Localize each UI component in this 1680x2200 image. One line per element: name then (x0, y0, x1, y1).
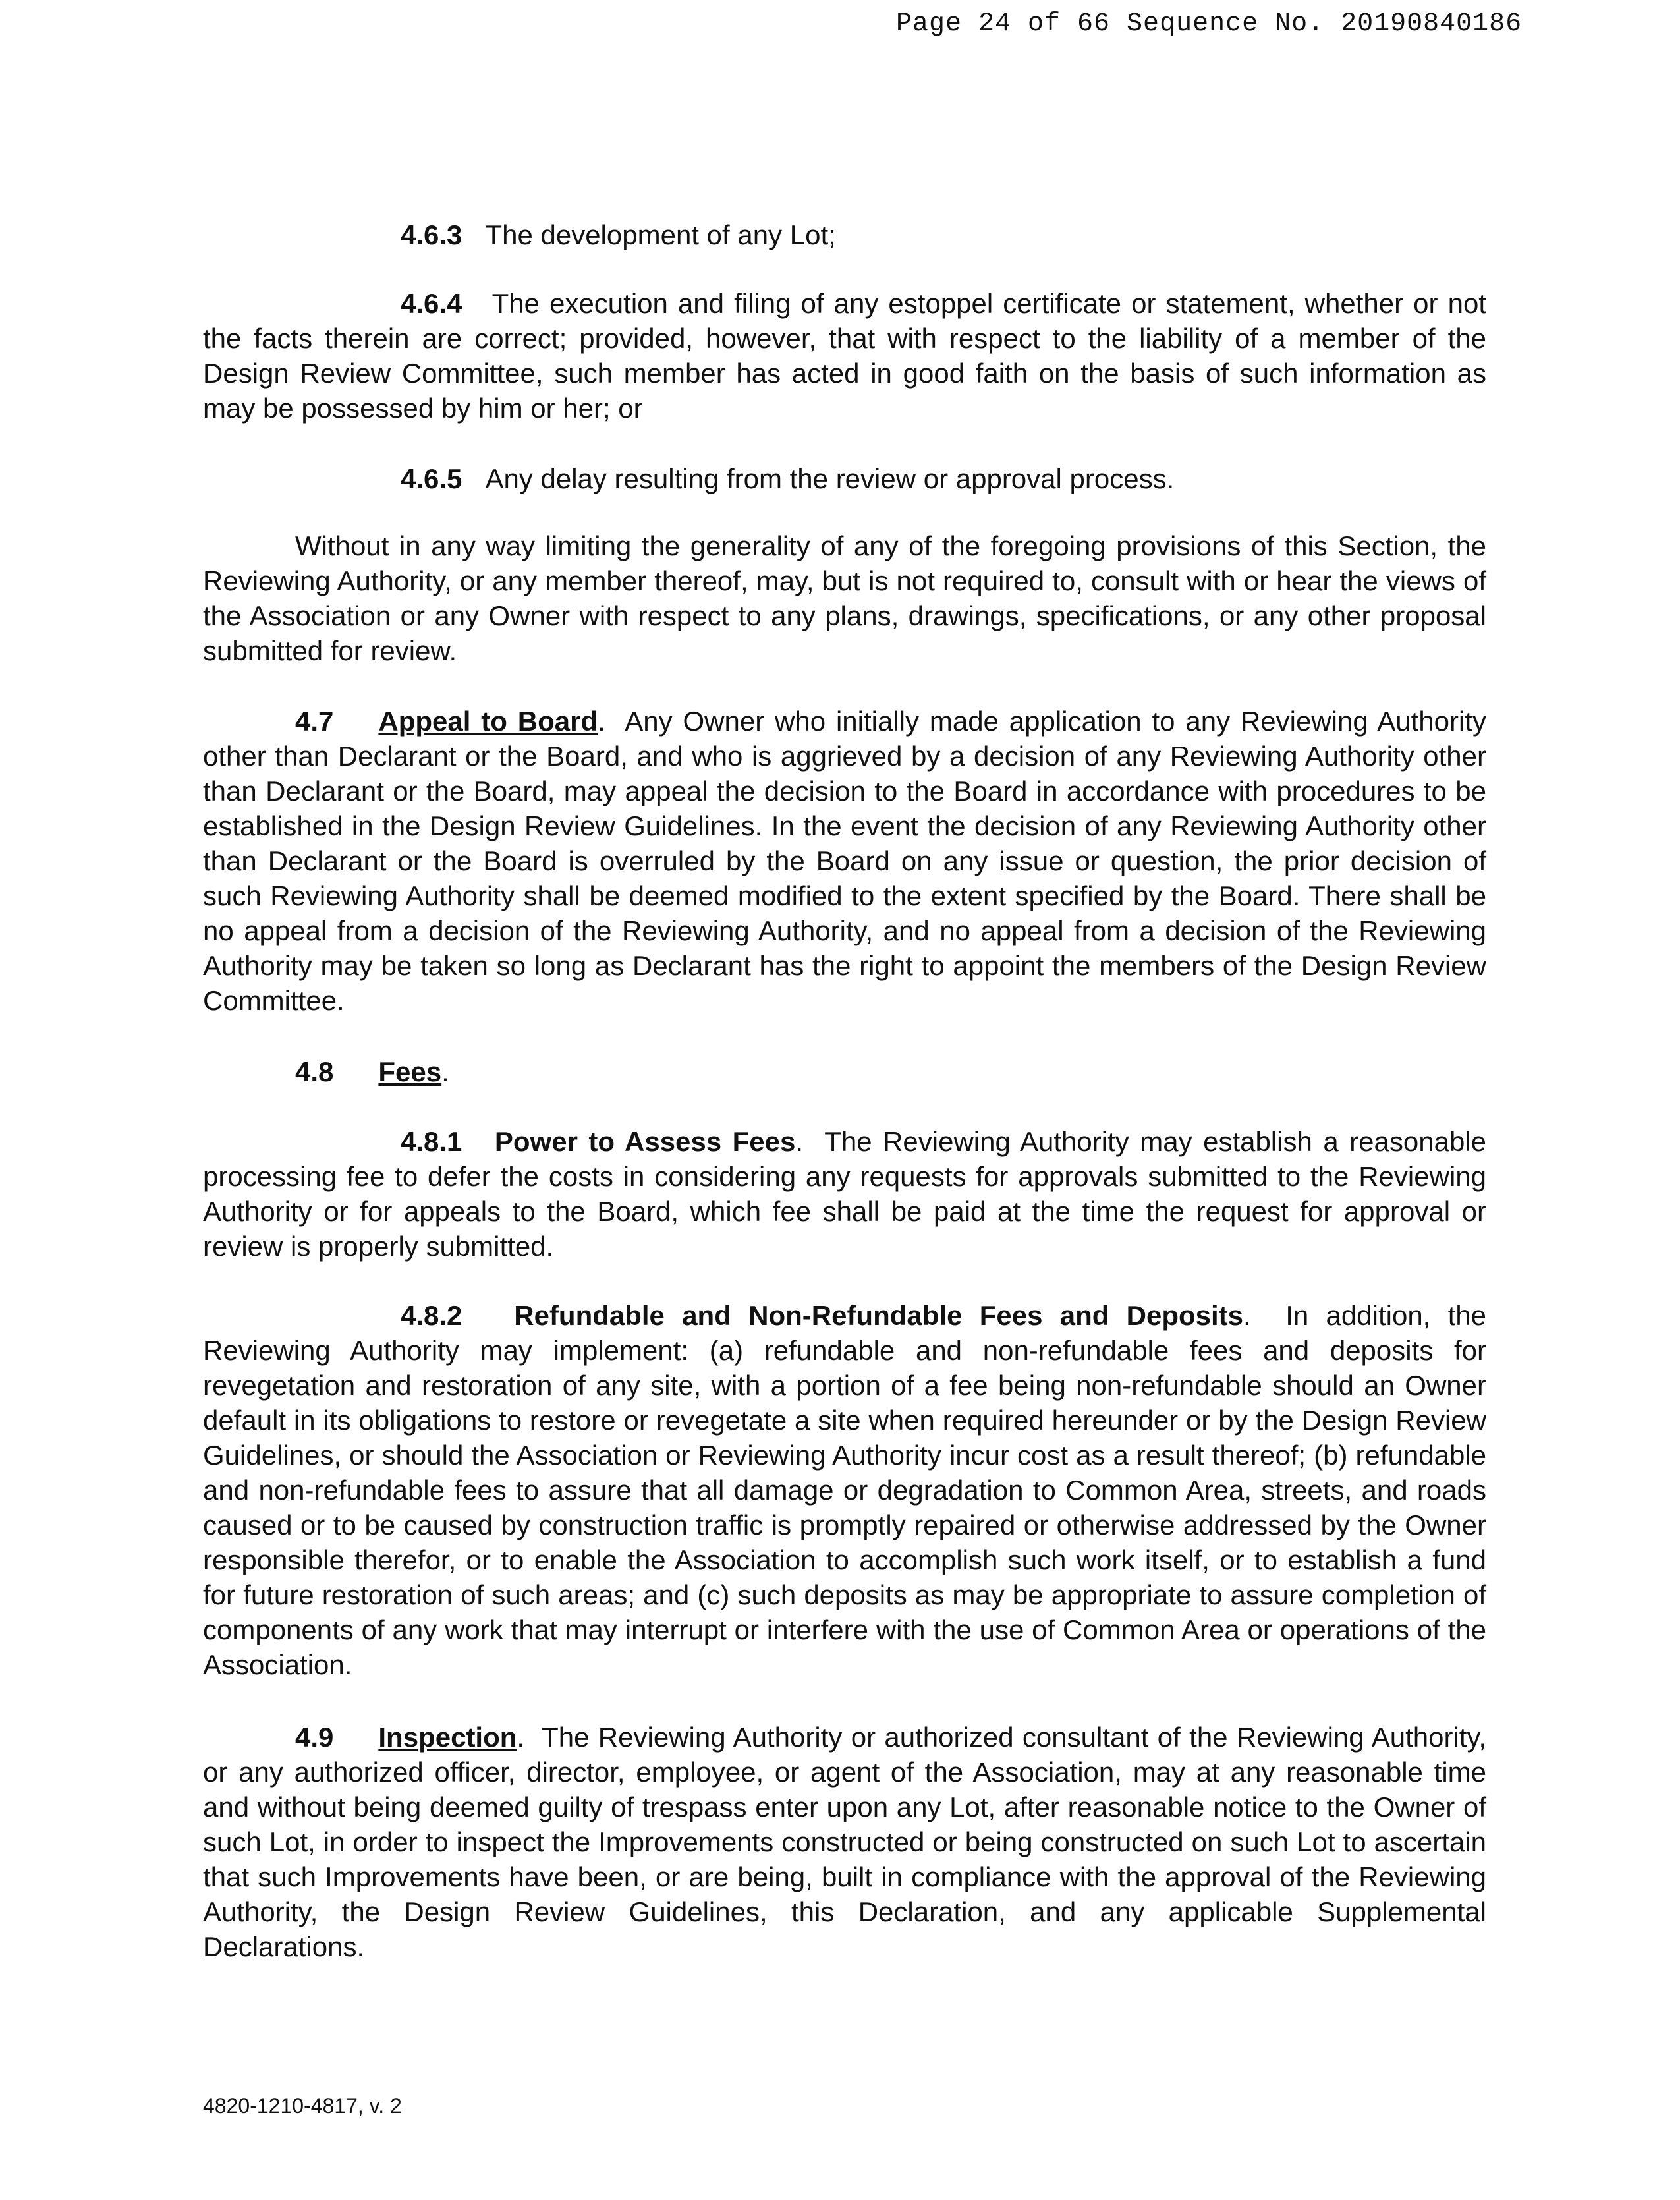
section-4-8-2: 4.8.2 Refundable and Non-Refundable Fees and Deposits. In addition, the Reviewing Authority may implement: (a) refundable and non-refundable fees and deposits for revegetation and restoration of any site, with a portion of a fee being non-refundable should an Owner default in its obligations to restore or revegetate a site when required hereunder or by the Design Review Guidelines, or should the Association or Reviewing Authority incur cost as a result thereof; (b) refundable and non-refundable fees to assure that all damage or degradation to Common Area, streets, and roads caused or to be caused by construction traffic is promptly repaired or otherwise addressed by the Owner responsible therefor, or to enable the Association to accomplish such work itself, or to establish a fund for future restoration of such areas; and (c) such deposits as may be appropriate to assure completion of components of any work that may interrupt or interfere with the use of Common Area or operations of the Association. (203, 1300, 1486, 1680)
section-title: Refundable and Non-Refundable Fees and Deposits (514, 1300, 1244, 1331)
section-number: 4.8.1 (401, 1126, 462, 1157)
section-number: 4.6.3 (401, 219, 462, 250)
section-text: The Reviewing Authority or authorized consultant of the Reviewing Authority, or any authorized officer, director, employee, or agent of the Association, may at any reasonable time and without being deemed guilty of trespass enter upon any Lot, after reasonable notice to the Owner of such Lot, in order to inspect the Improvements constructed or being constructed on such Lot to ascertain that such Improvements have been, or are being, built in compliance with the approval of the Reviewing Authority, the Design Review Guidelines, this Declaration, and any applicable Supplemental Declarations. (203, 1722, 1486, 1962)
section-4-6-3 (203, 217, 1486, 252)
limiting-paragraph: Without in any way limiting the generality of any of the foregoing provisions of this Section, the Reviewing Authority, or any member thereof, may, but is not required to, consult with or hear the views of the Association or any Owner with respect to any plans, drawings, specifications, or any other proposal submitted for review. (203, 530, 1486, 666)
section-text: The Reviewing Authority may establish a reasonable processing fee to defer the costs in considering any requests for approvals submitted to the Reviewing Authority or for appeals to the Board, which fee shall be paid at the time the request for approval or review is properly submitted. (203, 1126, 1487, 1262)
section-title: Power to Assess Fees (494, 1126, 796, 1157)
section-title: Appeal to Board (378, 706, 598, 737)
section-number: 4.9 (295, 1722, 334, 1753)
section-4-6-5 (203, 461, 1486, 496)
section-number: 4.8.2 (401, 1300, 462, 1331)
section-4-8: 4.8 Fees. (295, 1056, 449, 1087)
section-title: Fees (378, 1056, 442, 1087)
section-4-7: 4.7 Appeal to Board. Any Owner who initially made application to any Reviewing Authority other than Declarant or the Board, and who is aggrieved by a decision of any Reviewing Authority other than Declarant or the Board, may appeal the decision to the Board in accordance with procedures to be established in the Design Review Guidelines. In the event the decision of any Reviewing Authority other than Declarant or the Board is overruled by the Board on any issue or question, the prior decision of such Reviewing Authority shall be deemed modified to the extent specified by the Board. There shall be no appeal from a decision of the Reviewing Authority, and no appeal from a decision of the Reviewing Authority may be taken so long as Declarant has the right to appoint the members of the Design Review Committee. (203, 706, 1486, 1016)
section-4-9: 4.9 Inspection. The Reviewing Authority or authorized consultant of the Reviewing Authority, or any authorized officer, director, employee, or agent of the Association, may at any reasonable time and without being deemed guilty of trespass enter upon any Lot, after reasonable notice to the Owner of such Lot, in order to inspect the Improvements constructed or being constructed on such Lot to ascertain that such Improvements have been, or are being, built in compliance with the approval of the Reviewing Authority, the Design Review Guidelines, this Declaration, and any applicable Supplemental Declarations. (203, 1722, 1486, 1962)
section-text: Any Owner who initially made application to any Reviewing Authority other than Declarant or the Board, and who is aggrieved by a decision of any Reviewing Authority other than Declarant or the Board, may appeal the decision to the Board in accordance with procedures to be established in the Design Review Guidelines. In the event the decision of any Reviewing Authority other than Declarant or the Board is overruled by the Board on any issue or question, the prior decision of such Reviewing Authority shall be deemed modified to the extent specified by the Board. There shall be no appeal from a decision of the Reviewing Authority, and no appeal from a decision of the Reviewing Authority may be taken so long as Declarant has the right to appoint the members of the Design Review Committee. (203, 706, 1486, 1016)
section-number: 4.8 (295, 1056, 334, 1087)
section-title: Inspection (378, 1722, 517, 1753)
section-text: The execution and filing of any estoppel certificate or statement, whether or not the facts therein are correct; provided, however, that with respect to the liability of a member of the Design Review Committee, such member has acted in good faith on the basis of such information as may be possessed by him or her; or (203, 288, 1486, 424)
page-header: Page 24 of 66 Sequence No. 20190840186 (896, 9, 1523, 39)
section-text: Any delay resulting from the review or approval process. (485, 463, 1175, 494)
section-text: In addition, the Reviewing Authority may implement: (a) refundable and non-refundable fees and deposits for revegetation and restoration of any site, with a portion of a fee being non-refundable should an Owner default in its obligations to restore or revegetate a site when required hereunder or by the Design Review Guidelines, or should the Association or Reviewing Authority incur cost as a result thereof; (b) refundable and non-refundable fees to assure that all damage or degradation to Common Area, streets, and roads caused or to be caused by construction traffic is promptly repaired or otherwise addressed by the Owner responsible therefor, or to enable the Association to accomplish such work itself, or to establish a fund for future restoration of such areas; and (c) such deposits as may be appropriate to assure completion of components of any work that may interrupt or interfere with the use of Common Area or operations of the Association. (203, 1300, 1486, 1680)
section-number: 4.7 (295, 706, 334, 737)
section-text: The development of any Lot; (485, 219, 836, 250)
document-id: 4820-1210-4817, v. 2 (203, 2094, 402, 2118)
section-number: 4.6.4 (401, 288, 462, 319)
section-number: 4.6.5 (401, 463, 462, 494)
section-4-8-1: 4.8.1 Power to Assess Fees. The Reviewing Authority may establish a reasonable processing fee to defer the costs in considering any requests for approvals submitted to the Reviewing Authority or for appeals to the Board, which fee shall be paid at the time the request for approval or review is properly submitted. (203, 1126, 1487, 1262)
section-4-6-4 (203, 286, 1486, 426)
